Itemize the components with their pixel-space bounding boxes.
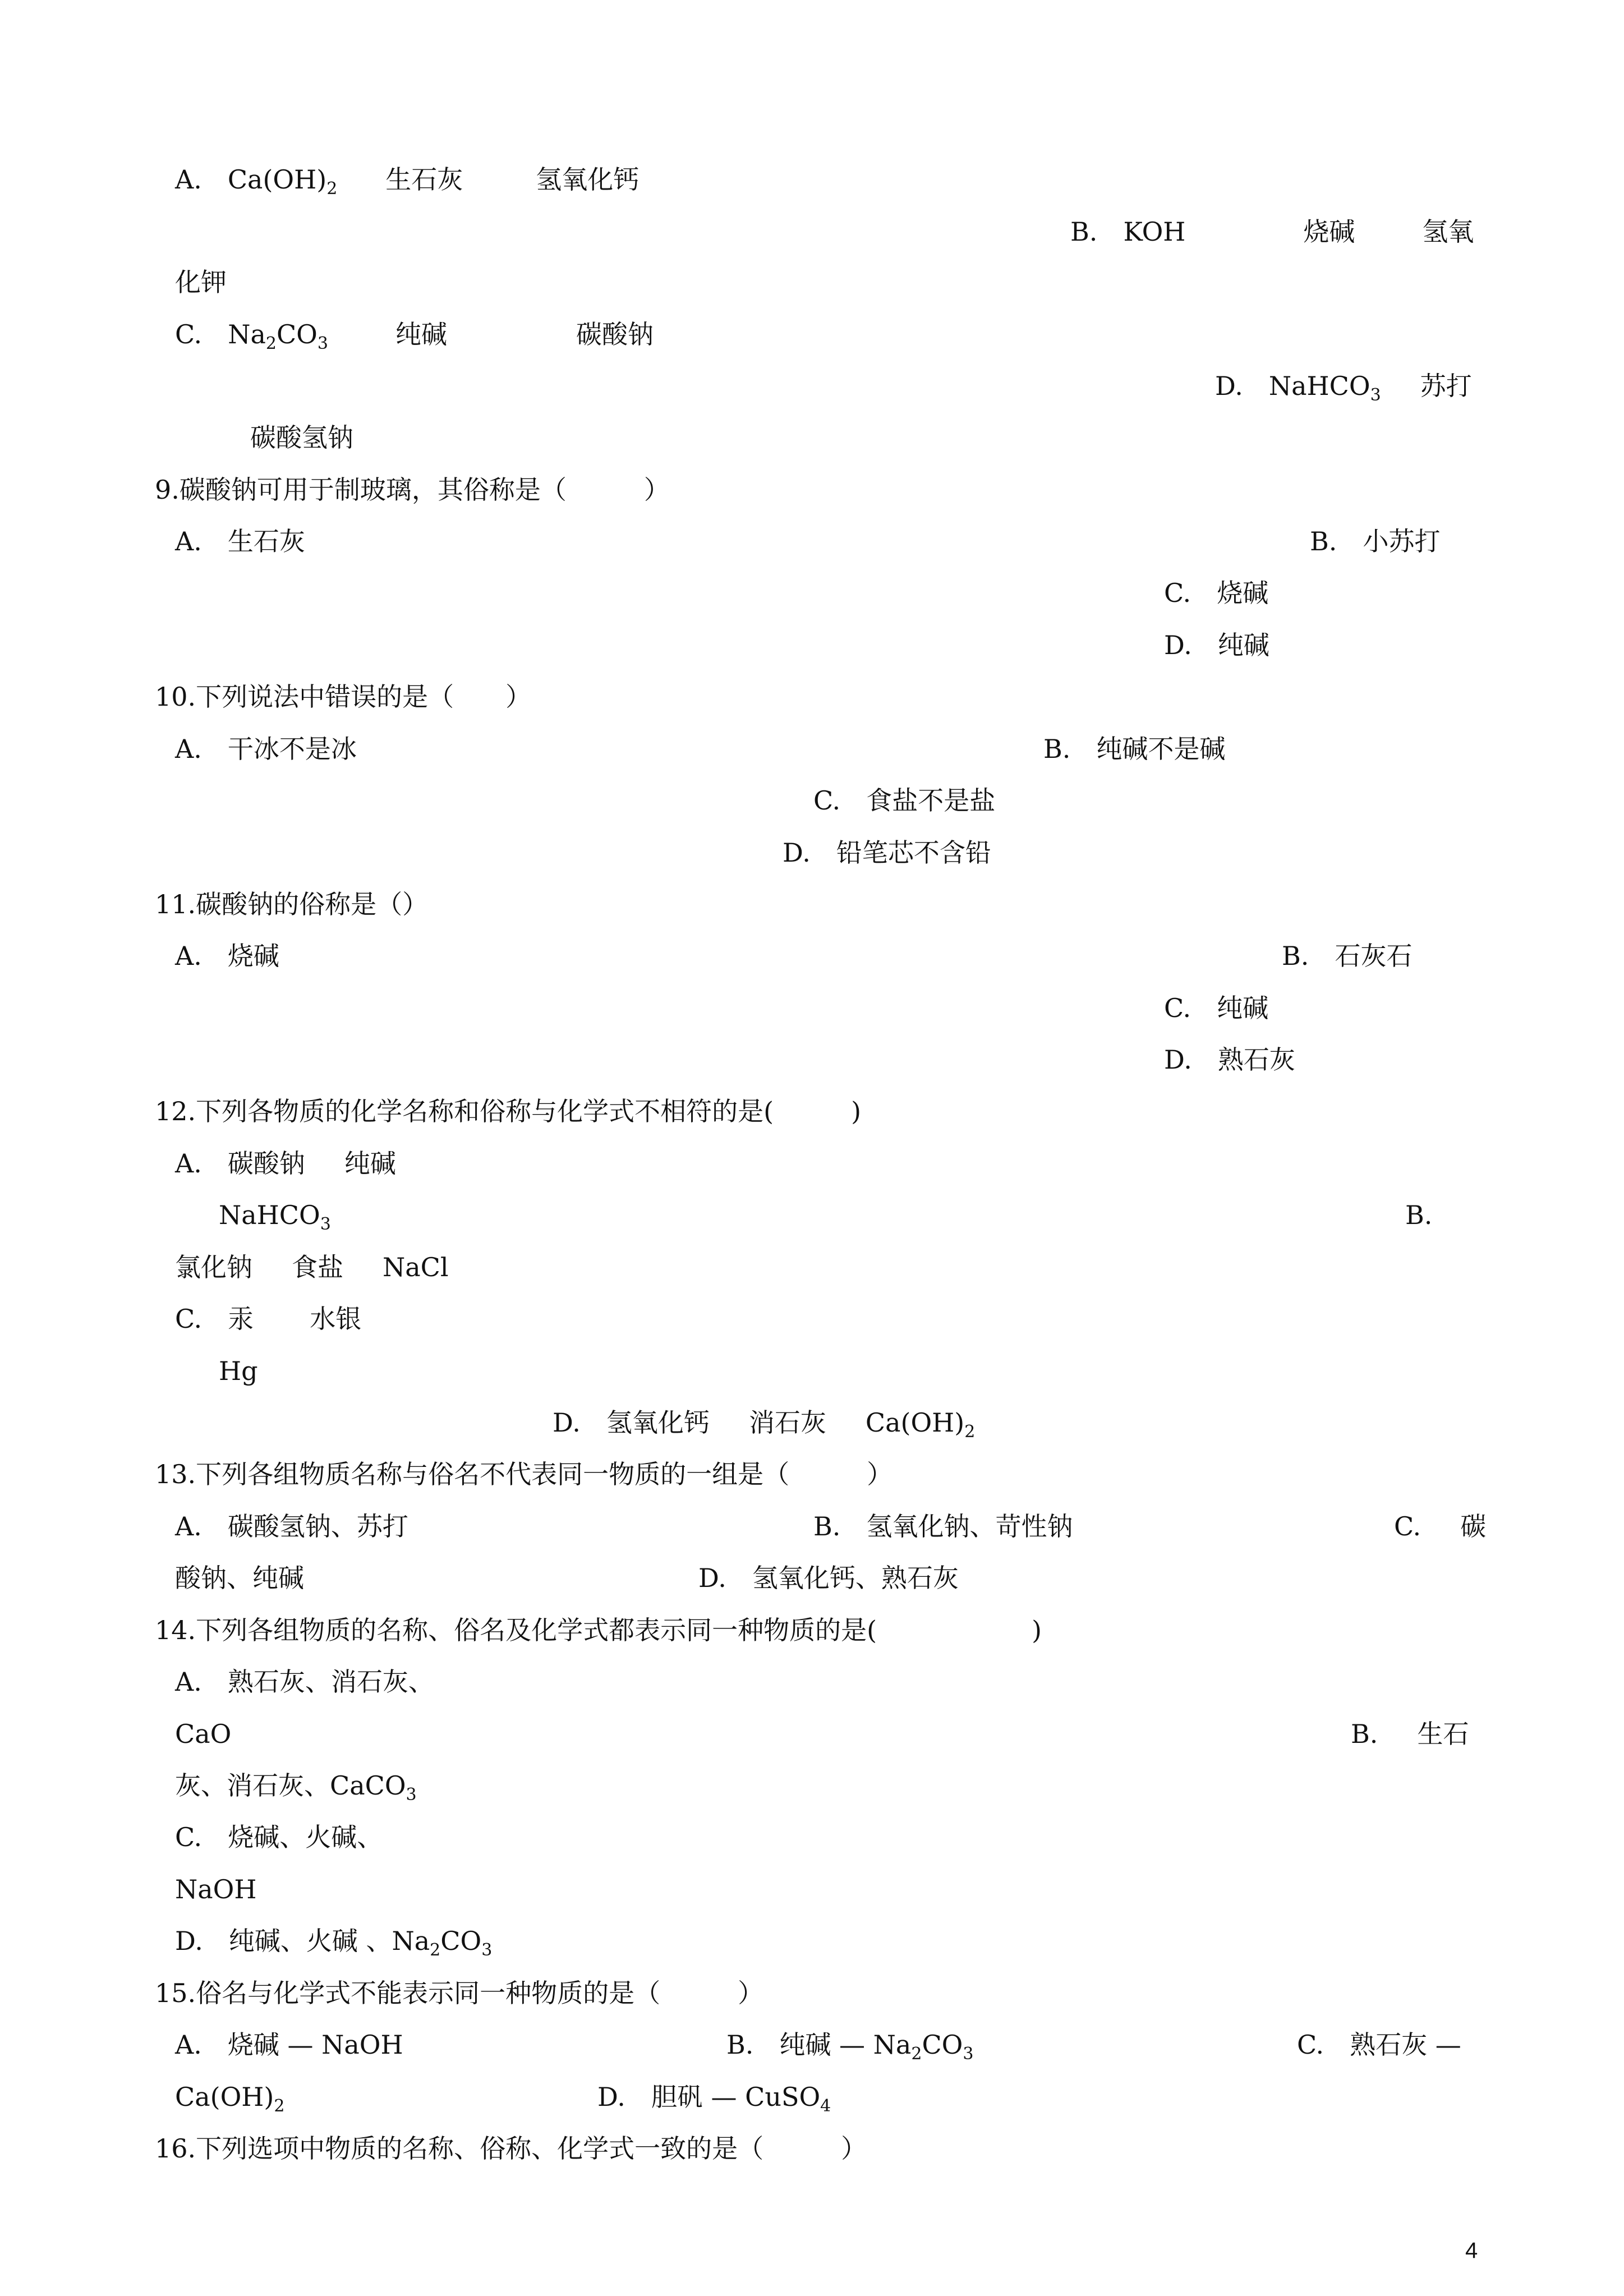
q14-option-c: C. 烧碱、火碱、 bbox=[175, 1822, 383, 1852]
q11-option-b: B. 石灰石 bbox=[1282, 941, 1413, 971]
q14-option-c-formula: NaOH bbox=[175, 1874, 257, 1904]
q15-stem: 15.俗名与化学式不能表示同一种物质的是（ ） bbox=[155, 1978, 764, 2008]
q8-option-d-cont: 碳酸氢钠 bbox=[250, 422, 353, 453]
q8-option-c: C. $Na_2CO_3$ 纯碱 碳酸钠 bbox=[175, 319, 654, 353]
q11-option-c: C. 纯碱 bbox=[1164, 993, 1269, 1023]
q10-stem: 10.下列说法中错误的是（ ） bbox=[155, 682, 532, 712]
q12-option-a-formula: NaHCO$_3$ bbox=[219, 1200, 331, 1234]
q9-option-b: B. 小苏打 bbox=[1310, 526, 1441, 556]
q11-option-a: A. 烧碱 bbox=[175, 941, 279, 971]
q11-stem: 11.碳酸钠的俗称是（） bbox=[155, 889, 429, 919]
q14-option-b: B. 生石 bbox=[1351, 1719, 1469, 1749]
q12-option-c: C. 汞 水银 bbox=[175, 1304, 362, 1334]
q12-option-a: A. 碳酸钠 纯碱 bbox=[175, 1148, 396, 1179]
q15-option-d: D. 胆矾 — CuSO$_4$ bbox=[597, 2082, 831, 2116]
q9-option-a: A. 生石灰 bbox=[175, 526, 305, 556]
q9-option-d: D. 纯碱 bbox=[1164, 630, 1269, 660]
q12-option-d: D. 氢氧化钙 消石灰 $Ca(OH)_2$ bbox=[553, 1407, 976, 1442]
q14-option-b-cont: 灰、消石灰、CaCO$_3$ bbox=[175, 1770, 417, 1805]
q12-option-c-formula: Hg bbox=[219, 1356, 258, 1386]
q10-option-d: D. 铅笔芯不含铅 bbox=[783, 838, 991, 868]
q13-option-a: A. 碳酸氢钠、苏打 bbox=[175, 1511, 408, 1542]
page-number: 4 bbox=[1465, 2238, 1478, 2263]
q15-option-b: B. 纯碱 — $Na_2CO_3$ bbox=[726, 2030, 974, 2064]
q12-stem: 12.下列各物质的化学名称和俗称与化学式不相符的是( ) bbox=[155, 1096, 862, 1126]
q13-option-b: B. 氢氧化钠、苛性钠 bbox=[813, 1511, 1073, 1542]
q14-option-d: D. 纯碱、火碱 、$Na_2CO_3$ bbox=[175, 1926, 493, 1960]
q13-stem: 13.下列各组物质名称与俗名不代表同一物质的一组是（ ） bbox=[155, 1459, 893, 1489]
q12-option-b-cont: 氯化钠 食盐 NaCl bbox=[175, 1252, 449, 1282]
q15-option-c: C. 熟石灰 — bbox=[1297, 2030, 1461, 2060]
q13-option-c-cont: 酸钠、纯碱 bbox=[175, 1563, 304, 1593]
q10-option-b: B. 纯碱不是碱 bbox=[1043, 734, 1226, 764]
q14-option-a-formula: CaO bbox=[175, 1719, 232, 1749]
q15-option-a: A. 烧碱 — NaOH bbox=[175, 2030, 403, 2060]
q10-option-c: C. 食盐不是盐 bbox=[813, 785, 996, 816]
q12-option-b: B. bbox=[1405, 1200, 1433, 1230]
q9-option-c: C. 烧碱 bbox=[1164, 578, 1269, 608]
q8-option-a: A. $Ca(OH)_2$ 生石灰 氢氧化钙 bbox=[175, 164, 640, 199]
q14-option-a: A. 熟石灰、消石灰、 bbox=[175, 1667, 434, 1697]
q9-stem: 9.碳酸钠可用于制玻璃，其俗称是（ ） bbox=[155, 475, 670, 505]
q8-option-b-cont: 化钾 bbox=[175, 267, 227, 297]
q14-stem: 14.下列各组物质的名称、俗名及化学式都表示同一种物质的是( ) bbox=[155, 1615, 1042, 1645]
q13-option-c: C. 碳 bbox=[1394, 1511, 1487, 1542]
q8-option-d: D. NaHCO$_3$ 苏打 bbox=[1215, 371, 1472, 405]
q13-option-d: D. 氢氧化钙、熟石灰 bbox=[698, 1563, 959, 1593]
q15-option-c-formula: $Ca(OH)_2$ bbox=[175, 2082, 285, 2116]
q11-option-d: D. 熟石灰 bbox=[1164, 1045, 1295, 1075]
q8-option-b: B. KOH 烧碱 氢氧 bbox=[1070, 217, 1474, 247]
q10-option-a: A. 干冰不是冰 bbox=[175, 734, 357, 764]
q16-stem: 16.下列选项中物质的名称、俗称、化学式一致的是（ ） bbox=[155, 2133, 867, 2164]
